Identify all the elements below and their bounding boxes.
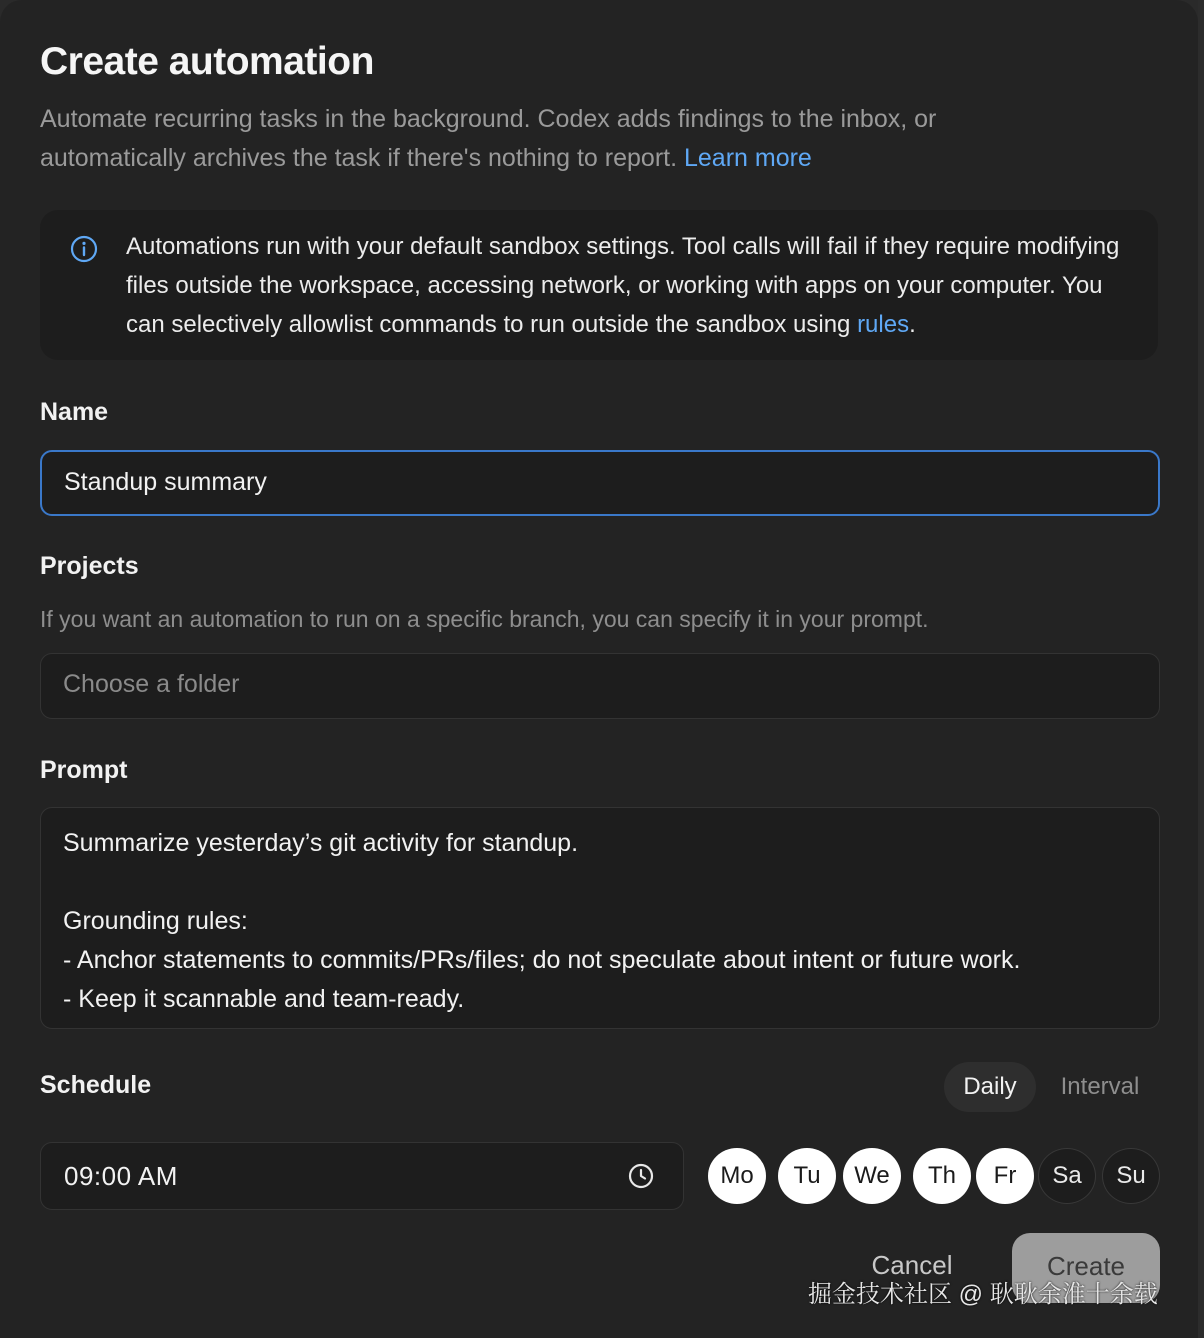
name-input[interactable]: [40, 450, 1160, 516]
rules-link[interactable]: rules: [857, 311, 910, 338]
folder-picker-placeholder: Choose a folder: [63, 670, 240, 698]
watermark: 掘金技术社区 @ 耿耿余淮十余载: [808, 1281, 1158, 1308]
schedule-label: Schedule: [40, 1071, 152, 1099]
dialog-subtitle: [40, 100, 1050, 178]
subtitle-text: Automate recurring tasks in the background. Codex adds findings to the inbox, or automatically archives the task if there's nothing to report.: [40, 105, 937, 172]
day-toggle-th[interactable]: Th: [913, 1148, 971, 1204]
day-toggle-fr[interactable]: Fr: [976, 1148, 1034, 1204]
day-toggle-mo[interactable]: Mo: [708, 1148, 766, 1204]
prompt-textarea[interactable]: [40, 807, 1160, 1029]
prompt-textarea-value: Summarize yesterday’s git activity for standup. Grounding rules: - Anchor statements to commits/PRs/files; do not speculate about intent or future work. - Keep it scannable and team-ready.: [63, 829, 1021, 1013]
cancel-button[interactable]: Cancel: [871, 1250, 953, 1280]
learn-more-link[interactable]: Learn more: [683, 144, 812, 172]
sandbox-notice: [40, 210, 1158, 360]
time-picker[interactable]: [40, 1142, 684, 1210]
projects-helper-text: If you want an automation to run on a specific branch, you can specify it in your prompt.: [40, 606, 929, 632]
notice-body: Automations run with your default sandbox settings. Tool calls will fail if they require modifying files outside the workspace, accessing network, or working with apps on your computer. You can selectively allowlist commands to run outside the sandbox using: [126, 233, 1120, 338]
schedule-mode-daily[interactable]: Daily: [944, 1062, 1036, 1112]
day-toggle-su[interactable]: Su: [1102, 1148, 1160, 1204]
schedule-mode-interval[interactable]: Interval: [1060, 1073, 1140, 1100]
dialog-title: Create automation: [40, 40, 374, 83]
create-button[interactable]: Create: [1012, 1233, 1160, 1303]
name-input-value: Standup summary: [64, 468, 267, 496]
clock-icon[interactable]: [627, 1162, 655, 1190]
name-label: Name: [40, 398, 109, 426]
notice-suffix: .: [909, 311, 916, 338]
info-icon: [70, 235, 98, 263]
day-toggle-sa[interactable]: Sa: [1038, 1148, 1096, 1204]
day-toggle-we[interactable]: We: [843, 1148, 901, 1204]
day-toggle-tu[interactable]: Tu: [778, 1148, 836, 1204]
prompt-label: Prompt: [40, 756, 128, 784]
folder-picker[interactable]: [40, 653, 1160, 719]
background-window-edge: [1198, 0, 1204, 1338]
projects-label: Projects: [40, 552, 139, 580]
time-value: 09:00 AM: [64, 1161, 178, 1191]
notice-text: [126, 227, 1146, 344]
